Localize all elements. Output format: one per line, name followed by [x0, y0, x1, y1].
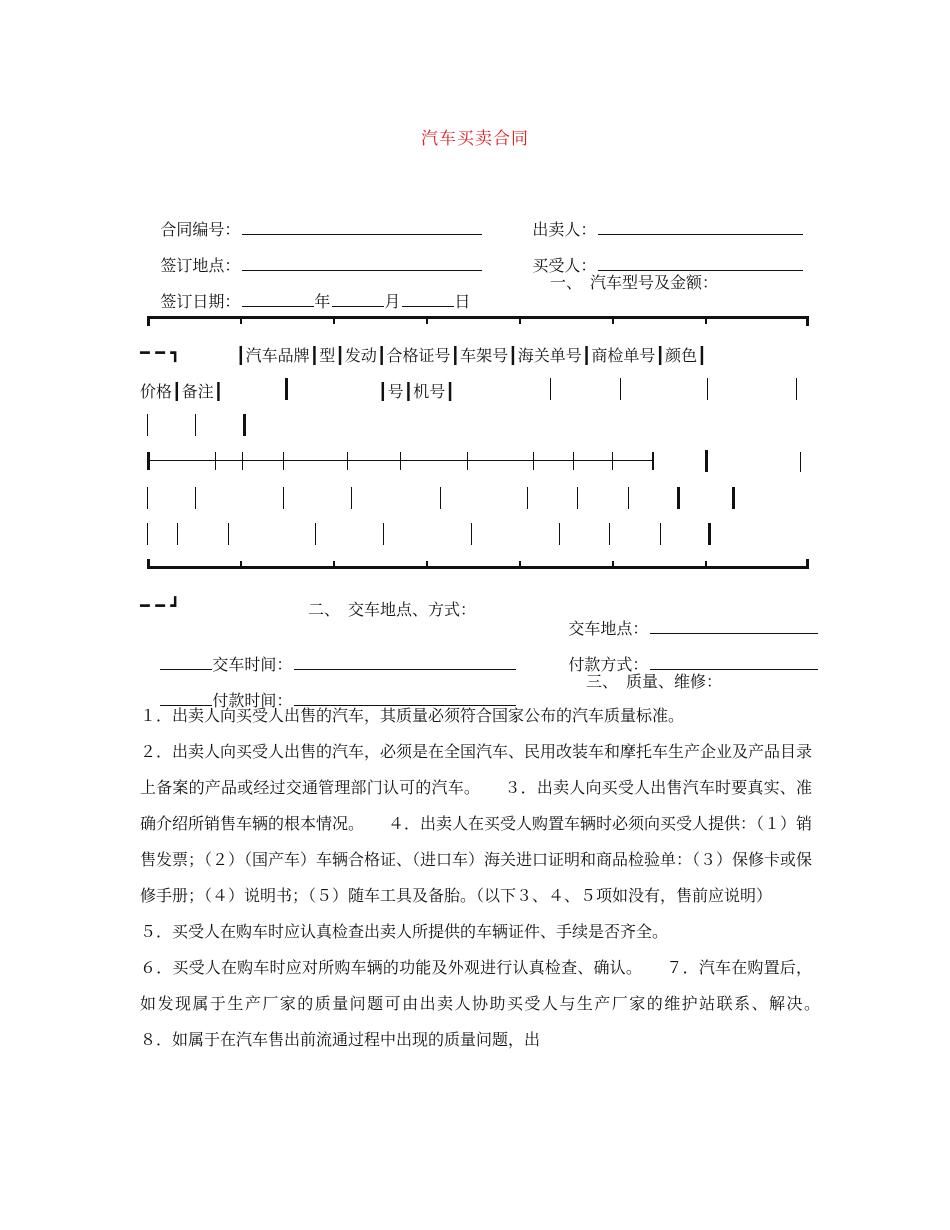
table-vline [215, 452, 216, 470]
table-vline [285, 378, 288, 400]
table-tick [612, 316, 614, 324]
table-vline [628, 487, 629, 509]
table-vline [550, 378, 551, 400]
clause-2-4: ２．出卖人向买受人出售的汽车，必须是在全国汽车、民用改装车和摩托车生产企业及产品目录上备案的产品或经过交通管理部门认可的汽车。 ３．出卖人向买受人出售汽车时要真实、准确介绍所销售车辆的根本情况。 ４．出卖人在买受人购置车辆时必须向买受人提供：（１）销售发票；（２）（国产车）车辆合格证、（进口车）海关进口证明和商品检验单：（３）保修卡或保修手册；（４）说明书；（５）随车工具及备胎。（以下３、４、５项如没有，售前应说明） [140, 742, 813, 905]
table-vline [660, 523, 661, 545]
year-label: 年 [314, 292, 331, 311]
year-blank[interactable] [242, 291, 314, 307]
table-vline [147, 487, 148, 509]
table-vline [177, 523, 178, 545]
table-vline [283, 487, 284, 509]
contract-number-label: 合同编号： [160, 220, 241, 239]
table-header-row-1: ┃汽车品牌┃型┃发动┃合格证号┃车架号┃海关单号┃商检单号┃颜色┃ [236, 346, 707, 365]
table-vline [440, 487, 441, 509]
delivery-time-blank[interactable] [294, 654, 516, 670]
table-vline [620, 378, 621, 400]
document-title: 汽车买卖合同 [421, 129, 529, 149]
clause-5: ５．买受人在购车时应认真检查出卖人所提供的车辆证件、手续是否齐全。 [140, 922, 669, 941]
table-tick [240, 561, 242, 569]
table-vline [471, 523, 472, 545]
table-vline [705, 450, 708, 472]
table-tick [426, 561, 428, 569]
table-vline [351, 487, 352, 509]
table-vline [228, 523, 229, 545]
table-vline [242, 452, 243, 470]
section-1-heading: 一、 汽车型号及金额： [550, 273, 719, 292]
clause-6-8: ６．买受人在购车时应对所购车辆的功能及外观进行认真检查、确认。 ７．汽车在购置后，如发现属于生产厂家的质量问题可由出卖人协助买受人与生产厂家的维护站联系、解决。 ８．如属于在汽车售出前流通过程中出现的质量问题，出 [140, 958, 845, 1049]
table-vline [315, 523, 316, 545]
payment-method-blank[interactable] [650, 654, 818, 670]
table-tick [705, 316, 707, 324]
table-vline [652, 452, 654, 470]
table-top-left-tick [147, 316, 150, 326]
table-vline [708, 523, 711, 545]
table-vline [347, 452, 348, 470]
delivery-place-continued-blank[interactable] [160, 654, 212, 670]
table-tick [705, 561, 707, 569]
buyer-label: 买受人： [532, 256, 597, 275]
table-vline [400, 452, 401, 470]
table-vline [147, 414, 148, 436]
quality-clauses [140, 698, 845, 1058]
table-vline [283, 452, 284, 470]
table-row-rule [150, 460, 654, 461]
table-vline [612, 452, 613, 470]
section-3-heading: 三、 质量、维修： [586, 672, 723, 691]
month-label: 月 [384, 292, 401, 311]
table-top-right-tick [806, 316, 809, 326]
sign-place-label: 签订地点： [160, 256, 241, 275]
table-bottom-rule [147, 566, 809, 569]
payment-time-label: 付款时间： [212, 691, 293, 710]
table-tick [519, 316, 521, 324]
table-vline [677, 487, 680, 509]
day-label: 日 [454, 292, 471, 311]
contract-number-blank[interactable] [242, 219, 482, 235]
table-vline [147, 452, 150, 470]
month-blank[interactable] [332, 291, 384, 307]
sign-date-field [140, 270, 470, 331]
table-top-rule [147, 316, 809, 319]
table-bottom-left-tick [147, 559, 150, 569]
payment-method-label: 付款方式： [568, 655, 649, 674]
table-vline [796, 378, 797, 400]
table-vline [577, 487, 578, 509]
table-vline [467, 452, 468, 470]
table-vline [707, 378, 708, 400]
table-vline [527, 487, 528, 509]
clause-1: １．出卖人向买受人出售的汽车，其质量必须符合国家公布的汽车质量标准。 [140, 706, 685, 725]
sign-place-blank[interactable] [242, 255, 482, 271]
table-vline [243, 414, 246, 436]
delivery-place-label: 交车地点： [568, 619, 649, 638]
table-vline [800, 452, 801, 472]
table-header-row-2b: ┃号┃机号┃ [378, 382, 455, 401]
table-vline [533, 452, 534, 470]
table-tick [240, 316, 242, 324]
table-vline [195, 414, 196, 436]
table-vline [732, 487, 735, 509]
table-vline [559, 523, 560, 545]
table-tick [333, 316, 335, 324]
table-vline [609, 523, 610, 545]
table-vline [383, 523, 384, 545]
table-tick [519, 561, 521, 569]
table-bottom-right-tick [806, 559, 809, 569]
seller-blank[interactable] [598, 219, 803, 235]
day-blank[interactable] [402, 291, 454, 307]
buyer-blank[interactable] [598, 255, 803, 271]
table-tick [612, 561, 614, 569]
table-tick [333, 561, 335, 569]
table-tick [426, 316, 428, 324]
delivery-place-blank[interactable] [650, 618, 818, 634]
table-vline [573, 452, 574, 470]
table-vline [147, 523, 148, 545]
table-vline [195, 487, 196, 509]
delivery-time-label: 交车时间： [212, 655, 293, 674]
section-2-heading: 二、 交车地点、方式： [308, 600, 477, 619]
table-header-row-2a: 价格┃备注┃ [140, 382, 224, 401]
seller-label: 出卖人： [532, 220, 597, 239]
table-corner-bottom: ━ ━ ┛ [140, 596, 181, 615]
sign-date-label: 签订日期： [160, 292, 241, 311]
table-corner-top: ━ ━ ┓ [140, 343, 181, 362]
